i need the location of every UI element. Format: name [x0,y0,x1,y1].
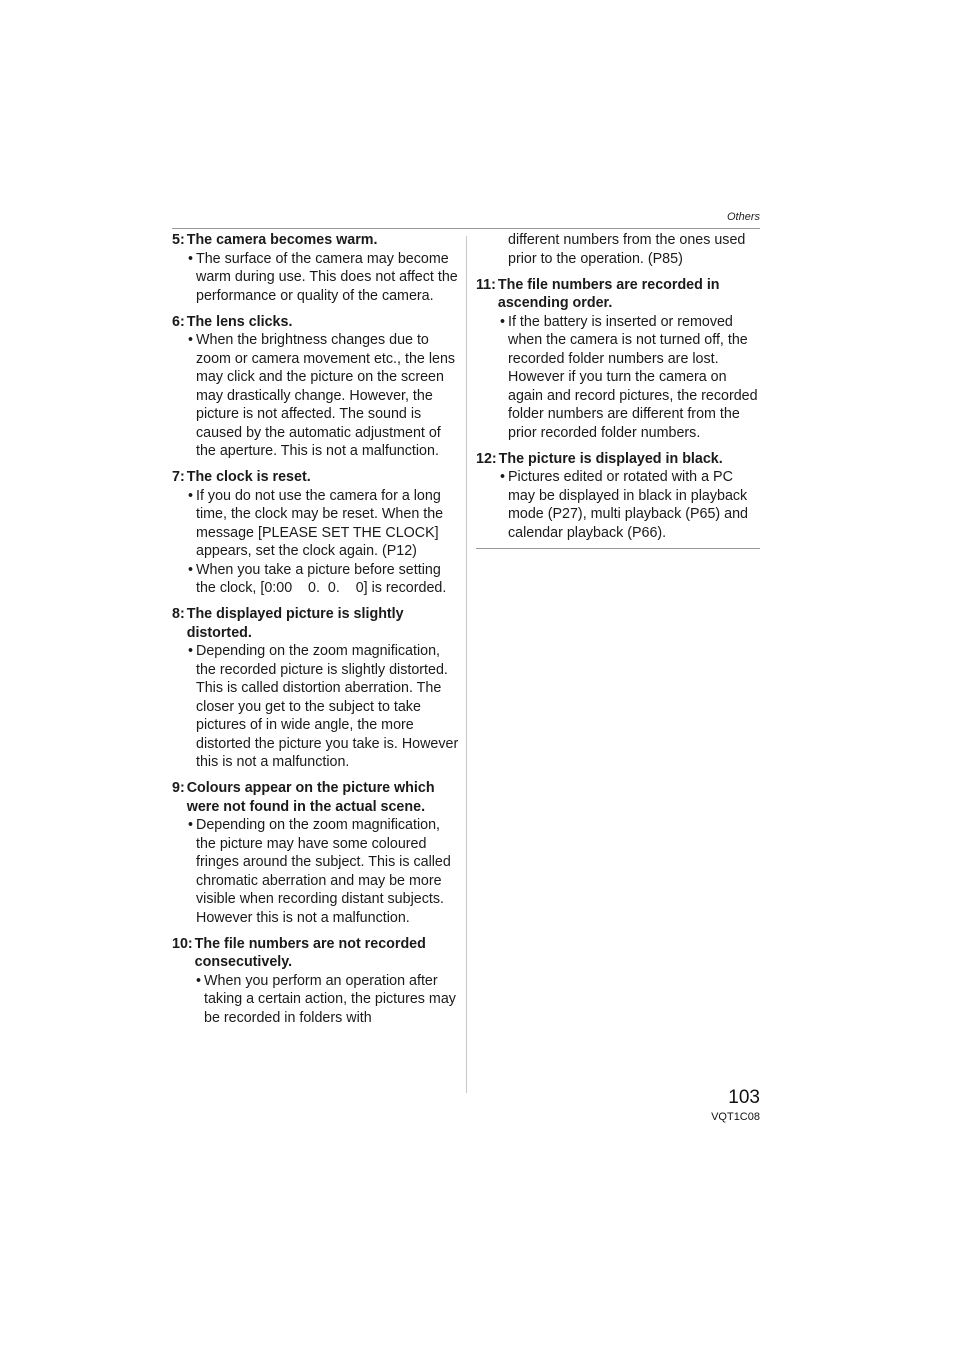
bullet-text: If you do not use the camera for a long time, the clock may be reset. When the message [PLEASE SET THE CLOCK] appears, set the clock again. (P12) [196,487,444,559]
bullet-text: If the battery is inserted or removed when the camera is not turned off, the recorded folder numbers are lost. However if you turn the camera on again and record pictures, the recorded folder numbers are different from the prior recorded folder numbers. [508,313,758,441]
faq-heading [172,231,460,250]
faq-heading [172,313,460,332]
column-divider [466,236,467,1093]
bullet-icon: • [188,487,194,504]
faq-number: 11: [476,276,496,293]
faq-heading [172,935,460,972]
bullet-icon: • [188,643,194,659]
bullet-icon: • [500,313,506,330]
bullet-item [188,331,460,461]
bullet-text: When you perform an operation after taking a certain action, the pictures may be recorded in folders with [204,972,456,1026]
faq-title: The file numbers are recorded in ascending order. [497,276,720,311]
faq-heading [172,779,460,816]
faq-heading [476,450,760,469]
bullet-text: Pictures edited or rotated with a PC may be displayed in black in playback mode (P27), multi playback (P65) and calendar playback (P66). [508,469,748,541]
faq-heading [172,468,460,487]
bullet-icon: • [188,250,194,267]
bullet-icon: • [500,469,506,485]
bullet-icon: • [196,972,202,989]
faq-heading [476,276,760,313]
faq-item-6 [172,313,460,461]
faq-item-12 [476,450,760,543]
bullet-icon: • [188,561,194,578]
bullet-text: The surface of the camera may become warm during use. This does not affect the performance or quality of the camera. [196,250,458,304]
faq-item-11 [476,276,760,443]
bullet-item [188,250,460,306]
faq-number: 8: [172,606,185,622]
faq-title: The picture is displayed in black. [498,450,723,467]
faq-item-5 [172,231,460,305]
right-column [476,231,760,549]
document-code: VQT1C08 [711,1111,760,1123]
faq-item-7 [172,468,460,598]
faq-item-8 [172,605,460,772]
bullet-item [188,642,460,772]
bullet-text: Depending on the zoom magnification, the picture may have some coloured fringes around the subject. This is called chromatic aberration and may be more visible when recording distant subjects. However this is not a malfunction. [196,817,451,926]
bullet-item [196,972,460,1028]
section-label: Others [726,211,760,223]
faq-title: Colours appear on the picture which were not found in the actual scene. [186,780,435,815]
faq-number: 6: [172,313,185,330]
bullet-item [188,816,460,927]
bullet-text: Depending on the zoom magnification, the recorded picture is slightly distorted. This is called distortion aberration. The closer you get to the subject to take pictures of in wide angle, the more distorted the picture you take is. However this is not a malfunction. [196,643,459,770]
header-divider [172,228,760,229]
faq-number: 5: [172,232,185,248]
bullet-icon: • [188,817,194,833]
faq-title: The clock is reset. [186,469,311,485]
faq-number: 9: [172,780,185,796]
bullet-item [188,487,460,561]
faq-title: The displayed picture is slightly distorted. [186,606,404,641]
faq-heading [172,605,460,642]
bullet-text: When the brightness changes due to zoom or camera movement etc., the lens may click and the picture on the screen may drastically change. However, the picture is not affected. The sound is caused by the automatic adjustment of the aperture. This is not a malfunction. [196,332,456,459]
bullet-text: When you take a picture before setting the clock, [0:00 0. 0. 0] is recorded. [196,561,447,596]
page-number: 103 [728,1087,760,1108]
faq-item-9 [172,779,460,927]
bullet-icon: • [188,332,194,348]
faq-number: 10: [172,935,193,952]
bullet-item [188,561,460,598]
bullet-item [500,468,760,542]
faq-title: The camera becomes warm. [186,232,378,248]
bullet-item [500,313,760,443]
faq-title: The file numbers are not recorded consecutively. [194,935,426,970]
section-end-divider [476,548,760,549]
continued-text: different numbers from the ones used prior to the operation. (P85) [508,232,746,267]
faq-title: The lens clicks. [186,313,293,330]
faq-number: 12: [476,450,497,467]
faq-item-10 [172,935,460,1028]
left-column [172,231,460,1035]
faq-number: 7: [172,469,185,485]
